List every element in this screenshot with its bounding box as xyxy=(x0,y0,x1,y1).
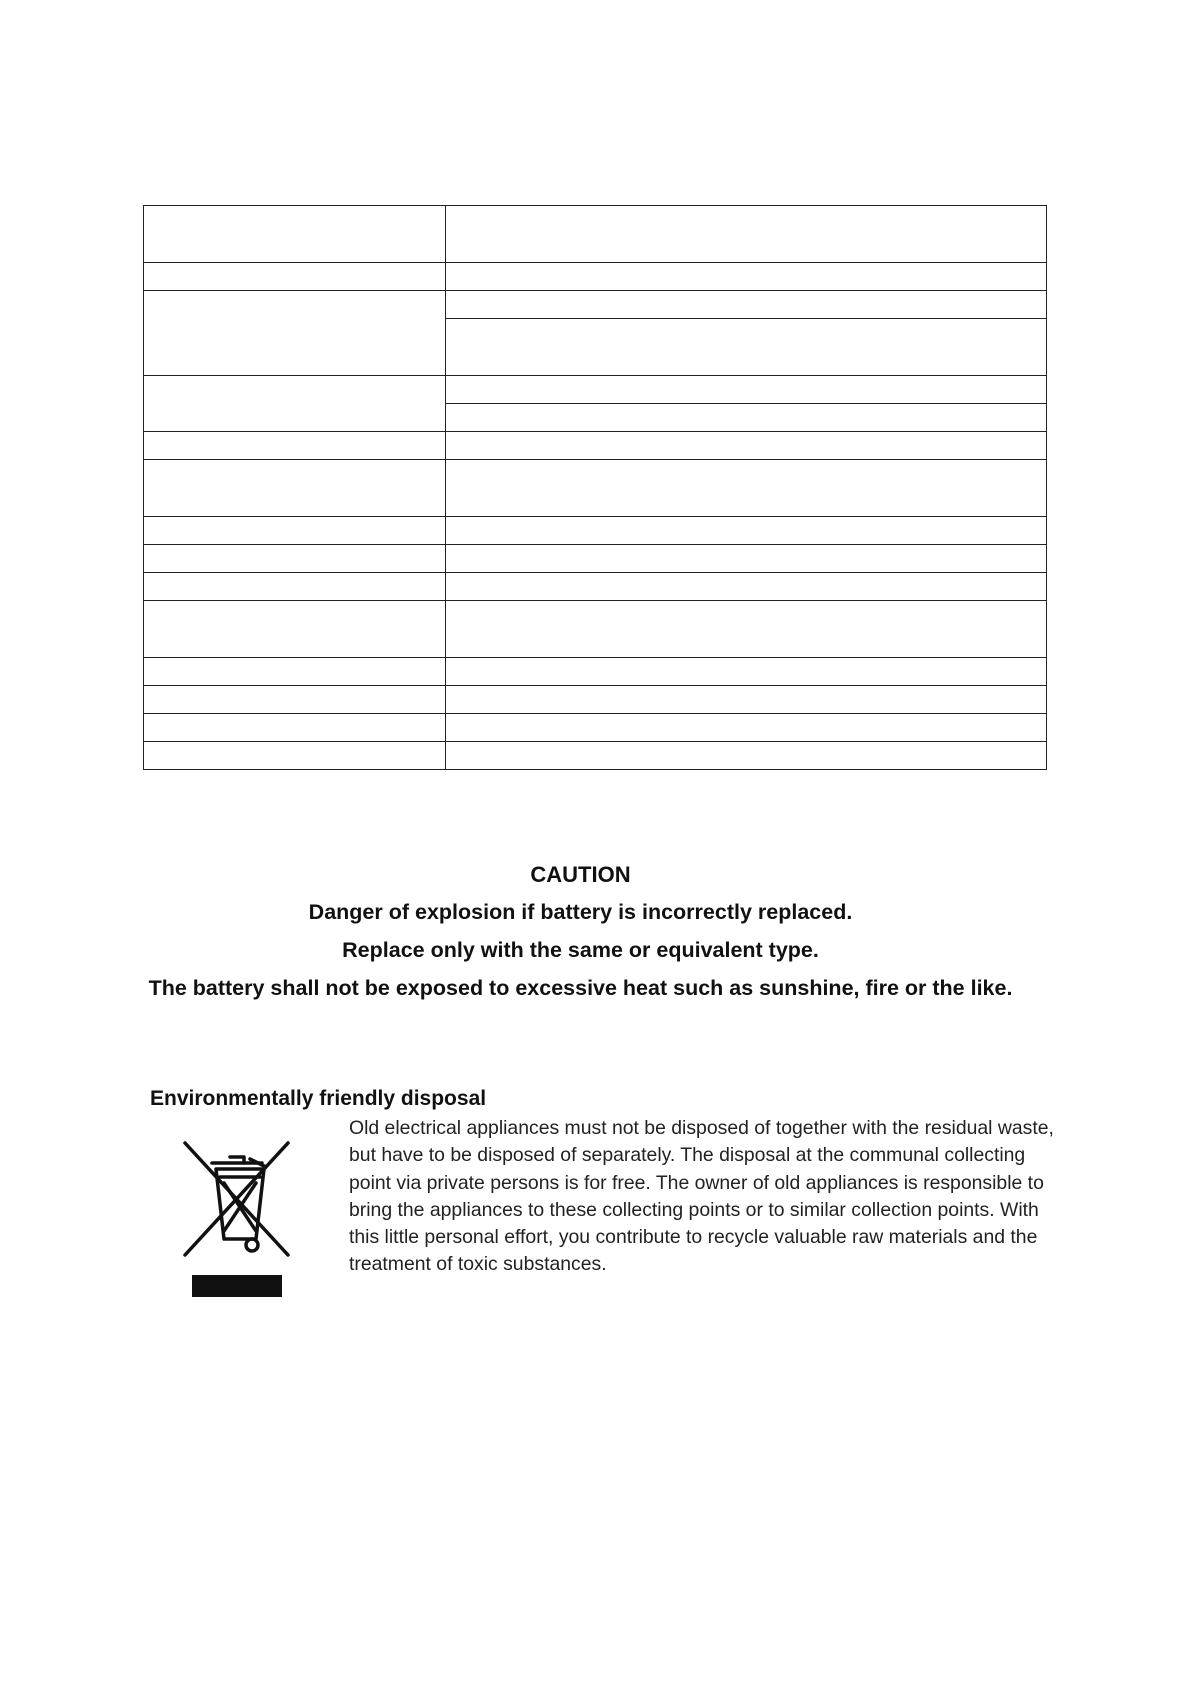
crossed-out-wheelie-bin-icon xyxy=(180,1135,295,1300)
table-cell xyxy=(144,206,446,263)
table-cell xyxy=(144,263,446,291)
table-cell xyxy=(446,376,1047,404)
table-row xyxy=(144,714,1047,742)
table-cell xyxy=(144,517,446,545)
caution-line-replace: Replace only with the same or equivalent type. xyxy=(342,938,819,962)
disposal-text: Old electrical appliances must not be disposed of together with the residual waste, but have to be disposed of separately. The disposal at the communal collecting point via private persons is for free. The owner of old appliances is responsible to bring the appliances to these collecting points or to similar collection points. With this little personal effort, you contribute to recycle valuable raw materials and the treatment of toxic substances. xyxy=(349,1117,1054,1276)
table-cell xyxy=(446,601,1047,658)
table-cell xyxy=(144,432,446,460)
table-cell xyxy=(446,714,1047,742)
table-cell xyxy=(446,263,1047,291)
table-row xyxy=(144,601,1047,658)
table-row xyxy=(144,432,1047,460)
table-row xyxy=(144,517,1047,545)
table-row xyxy=(144,742,1047,770)
table-cell xyxy=(446,291,1047,319)
table-cell xyxy=(446,460,1047,517)
table-row xyxy=(144,460,1047,517)
table-cell xyxy=(446,206,1047,263)
caution-line-explosion: Danger of explosion if battery is incorrectly replaced. xyxy=(308,900,853,924)
table-row xyxy=(144,206,1047,263)
caution-title: CAUTION xyxy=(530,862,631,887)
table-cell xyxy=(446,432,1047,460)
table-cell xyxy=(446,517,1047,545)
table-cell xyxy=(446,742,1047,770)
table-cell xyxy=(144,658,446,686)
table-cell xyxy=(446,686,1047,714)
spec-table xyxy=(143,205,1047,770)
table-row xyxy=(144,376,1047,404)
table-row xyxy=(144,686,1047,714)
disposal-heading: Environmentally friendly disposal xyxy=(150,1087,487,1110)
table-cell xyxy=(144,376,446,432)
table-cell xyxy=(446,404,1047,432)
table-cell xyxy=(144,686,446,714)
table-cell xyxy=(144,573,446,601)
table-row xyxy=(144,291,1047,319)
table-cell xyxy=(446,545,1047,573)
table-row xyxy=(144,545,1047,573)
table-cell xyxy=(144,291,446,376)
table-row xyxy=(144,263,1047,291)
table-cell xyxy=(446,573,1047,601)
table-row xyxy=(144,658,1047,686)
table-cell xyxy=(446,658,1047,686)
table-row xyxy=(144,573,1047,601)
table-cell xyxy=(144,545,446,573)
table-cell xyxy=(144,601,446,658)
table-cell xyxy=(144,460,446,517)
caution-line-heat: The battery shall not be exposed to excessive heat such as sunshine, fire or the like. xyxy=(148,976,1013,1000)
table-cell xyxy=(144,742,446,770)
caution-block xyxy=(143,862,1018,1001)
table-cell xyxy=(144,714,446,742)
table-cell xyxy=(446,319,1047,376)
